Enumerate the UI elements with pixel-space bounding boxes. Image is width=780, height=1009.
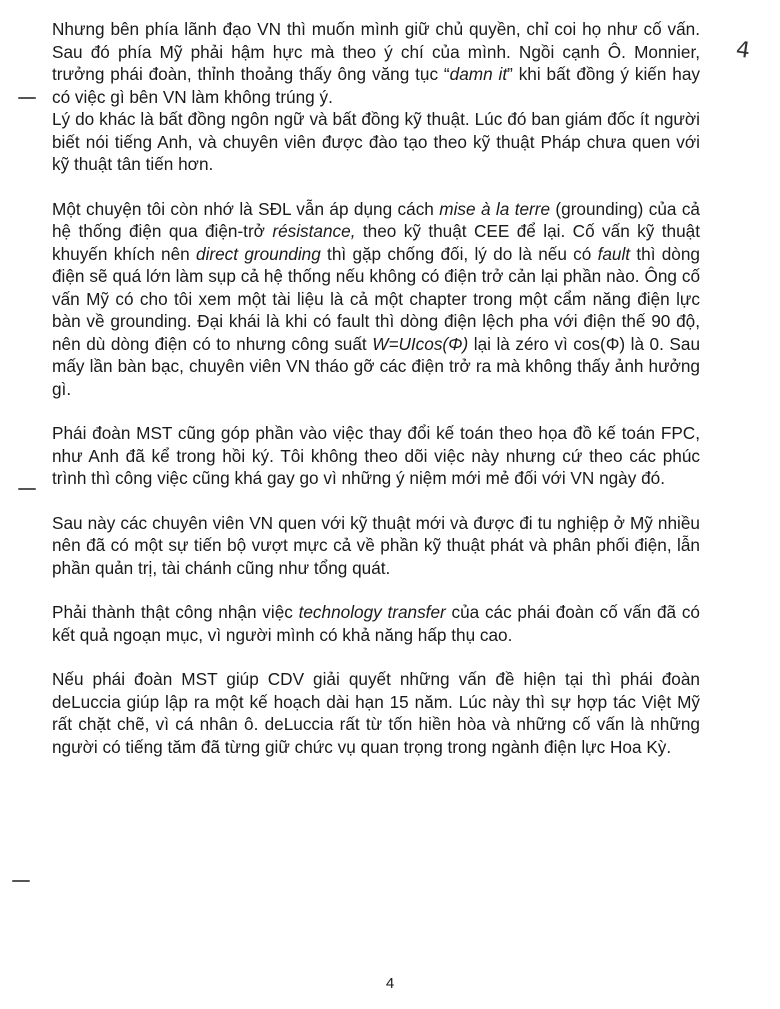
text-run: Nếu phái đoàn MST giúp CDV giải quyết những vấn đề hiện tại thì phái đoàn deLuccia giúp lập ra một kế hoạch dài hạn 15 năm. Lúc này thì sự hợp tác Việt Mỹ rất chặt chẽ, vì cá nhân ô. deLuccia rất từ tốn hiền hòa và những cố vấn là những người có tiếng tăm đã từng giữ chức vụ quan trọng trong ngành điện lực Hoa Kỳ.: [52, 669, 700, 757]
italic-term: damn it: [449, 64, 508, 84]
italic-term: direct grounding: [196, 243, 321, 264]
italic-term: mise à la terre: [439, 198, 551, 219]
paragraph: [52, 601, 700, 646]
margin-mark: [18, 97, 36, 99]
text-run: theo kỹ thuật CEE để lại. Cố vấn kỹ thuật khuyến khích nên: [52, 221, 700, 264]
paragraph: [52, 108, 700, 176]
margin-mark: [18, 488, 36, 490]
text-run: Phái đoàn MST cũng góp phần vào việc thay đổi kế toán theo họa đồ kế toán FPC, như Anh đã kể trong hồi ký. Tôi không theo dõi việc này nhưng cứ theo các phúc trình thì công việc cũng khá gay go vì những ý niệm mới mẻ đối với VN ngày đó.: [52, 423, 700, 488]
text-run: của các phái đoàn cố vấn đã có kết quả ngoạn mục, vì người mình có khả năng hấp thụ cao.: [52, 602, 700, 645]
text-run: lại là zéro vì cos(Φ) là 0. Sau mấy lần bàn bạc, chuyên viên VN tháo gỡ các điện trở ra mà không thấy ảnh hưởng gì.: [52, 333, 700, 399]
text-run: ” khi bất đồng ý kiến hay có việc gì bên VN làm không trúng ý.: [52, 64, 700, 107]
italic-term: W=UIcos(Φ): [372, 333, 469, 354]
paragraph: [52, 198, 700, 401]
italic-term: technology transfer: [298, 602, 446, 622]
italic-term: résistance,: [272, 221, 356, 241]
text-run: thì gặp chống đối, lý do là nếu có: [320, 243, 598, 264]
paragraph: [52, 668, 700, 758]
margin-mark: [12, 880, 30, 882]
paragraph: [52, 422, 700, 490]
text-run: Sau này các chuyên viên VN quen với kỹ thuật mới và được đi tu nghiệp ở Mỹ nhiều nên đã có một sự tiến bộ vượt mực cả về phần kỹ thuật phát và phân phối điện, lẫn phần quản trị, tài chánh cũng như tổng quát.: [52, 512, 700, 578]
text-run: Phải thành thật công nhận việc: [52, 602, 299, 622]
text-run: thì dòng điện sẽ quá lớn làm sụp cả hệ thống nếu không có điện trở cản lại phần nào. Ông cố vấn Mỹ có cho tôi xem một tài liệu là cả một chapter trong một cẩm năng điện lực bàn về grounding. Đại khái là khi có fault thì dòng điện lệch pha với điện thế 90 độ, nên dù dòng điện có to nhưng công suất: [52, 243, 700, 354]
text-run: Nhưng bên phía lãnh đạo VN thì muốn mình giữ chủ quyền, chỉ coi họ như cố vấn. Sau đó phía Mỹ phải hậm hực mà theo ý chí của mình. Ngồi cạnh Ô. Monnier, trưởng phái đoàn, thỉnh thoảng thấy ông văng tục “: [52, 19, 700, 84]
page-number: 4: [385, 975, 395, 992]
paragraph: [52, 18, 700, 108]
italic-term: fault: [597, 243, 631, 264]
document-body: [52, 18, 700, 758]
text-run: (grounding) của cả hệ thống điện qua điện-trở: [52, 198, 700, 241]
paragraph: [52, 512, 700, 580]
text-run: Một chuyện tôi còn nhớ là SĐL vẫn áp dụng cách: [52, 198, 440, 219]
handwritten-page-number: 4: [734, 37, 752, 64]
text-run: Lý do khác là bất đồng ngôn ngữ và bất đồng kỹ thuật. Lúc đó ban giám đốc ít người biết nói tiếng Anh, và chuyên viên được đào tạo theo kỹ thuật Pháp chưa quen với kỹ thuật tân tiến hơn.: [52, 109, 700, 174]
